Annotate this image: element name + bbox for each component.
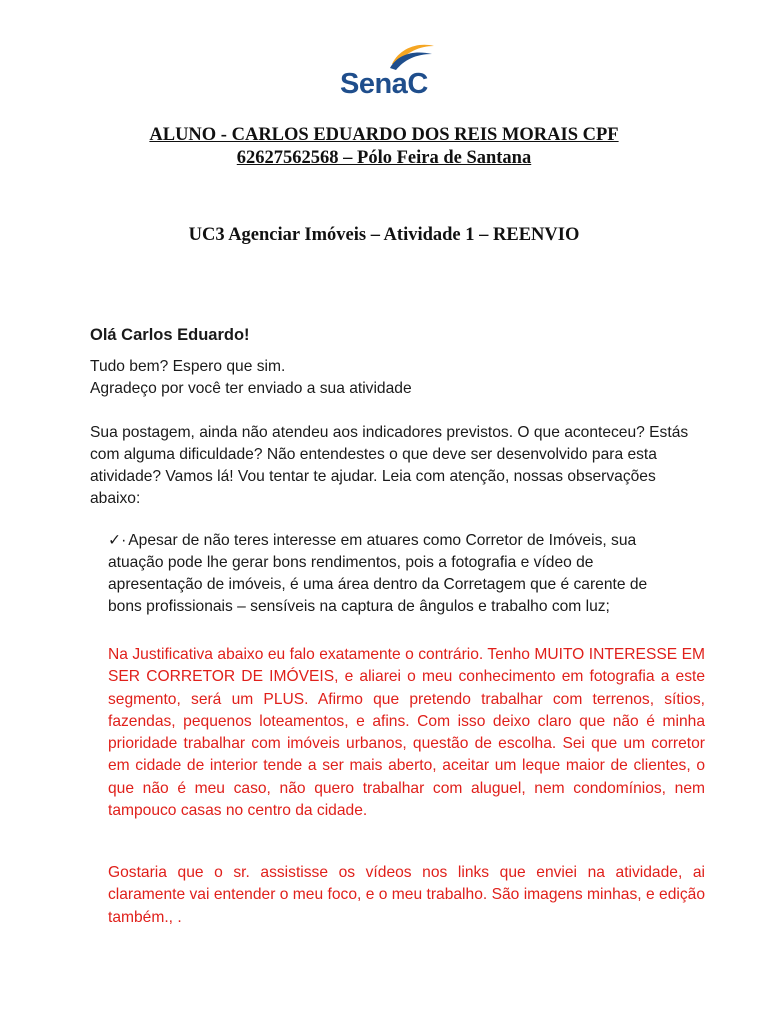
logo-text: SenaC (340, 68, 428, 100)
student-header (40, 124, 728, 170)
header-line-1: ALUNO - CARLOS EDUARDO DOS REIS MORAIS CPF (149, 125, 619, 145)
intro-text (90, 356, 690, 400)
reply-paragraph-2: Gostaria que o sr. assistisse os vídeos nos links que enviei na atividade, ai claramente vai entender o meu foco, e o meu trabalho. São imagens minhas, e edição também., . (108, 864, 705, 926)
intro-line-1: Tudo bem? Espero que sim. (90, 358, 286, 375)
greeting: Olá Carlos Eduardo! (90, 326, 250, 344)
observation-text: Apesar de não teres interesse em atuares como Corretor de Imóveis, sua atuação pode lhe gerar bons rendimentos, pois a fotografia e vídeo de apresentação de imóveis, é uma área dentro da Corretagem que é carente de bons profissionais – sensíveis na captura de ângulos e trabalho com luz; (108, 532, 648, 615)
checkmark-icon: ✓· (108, 532, 127, 549)
observation-item (108, 530, 648, 618)
reply-paragraph-1: Na Justificativa abaixo eu falo exatamente o contrário. Tenho MUITO INTERESSE EM SER CORRETOR DE IMÓVEIS, e aliarei o meu conhecimento em fotografia a este segmento, será um PLUS. Afirmo que pretendo trabalhar com terrenos, sítios, fazendas, pequenos loteamentos, e afins. Com isso deixo claro que não é minha prioridade trabalhar com imóveis urbanos, questão de escolha. Sei que um corretor em cidade de interior tende a ser mais aberto, aceitar um leque maior de clientes, o que não é meu caso, não quero trabalhar com aluguel, nem condomínios, nem tampouco casas no centro da cidade. (108, 646, 705, 820)
activity-title: UC3 Agenciar Imóveis – Atividade 1 – REENVIO (188, 225, 580, 245)
feedback-paragraph: Sua postagem, ainda não atendeu aos indicadores previstos. O que aconteceu? Estás com alguma dificuldade? Não entendestes o que deve ser desenvolvido para esta atividade? Vamos lá! Vou tentar te ajudar. Leia com atenção, nossas observações abaixo: (90, 424, 689, 507)
intro-line-2: Agradeço por você ter enviado a sua atividade (90, 380, 412, 397)
senac-logo (334, 40, 438, 106)
header-line-2: 62627562568 – Pólo Feira de Santana (236, 148, 532, 168)
